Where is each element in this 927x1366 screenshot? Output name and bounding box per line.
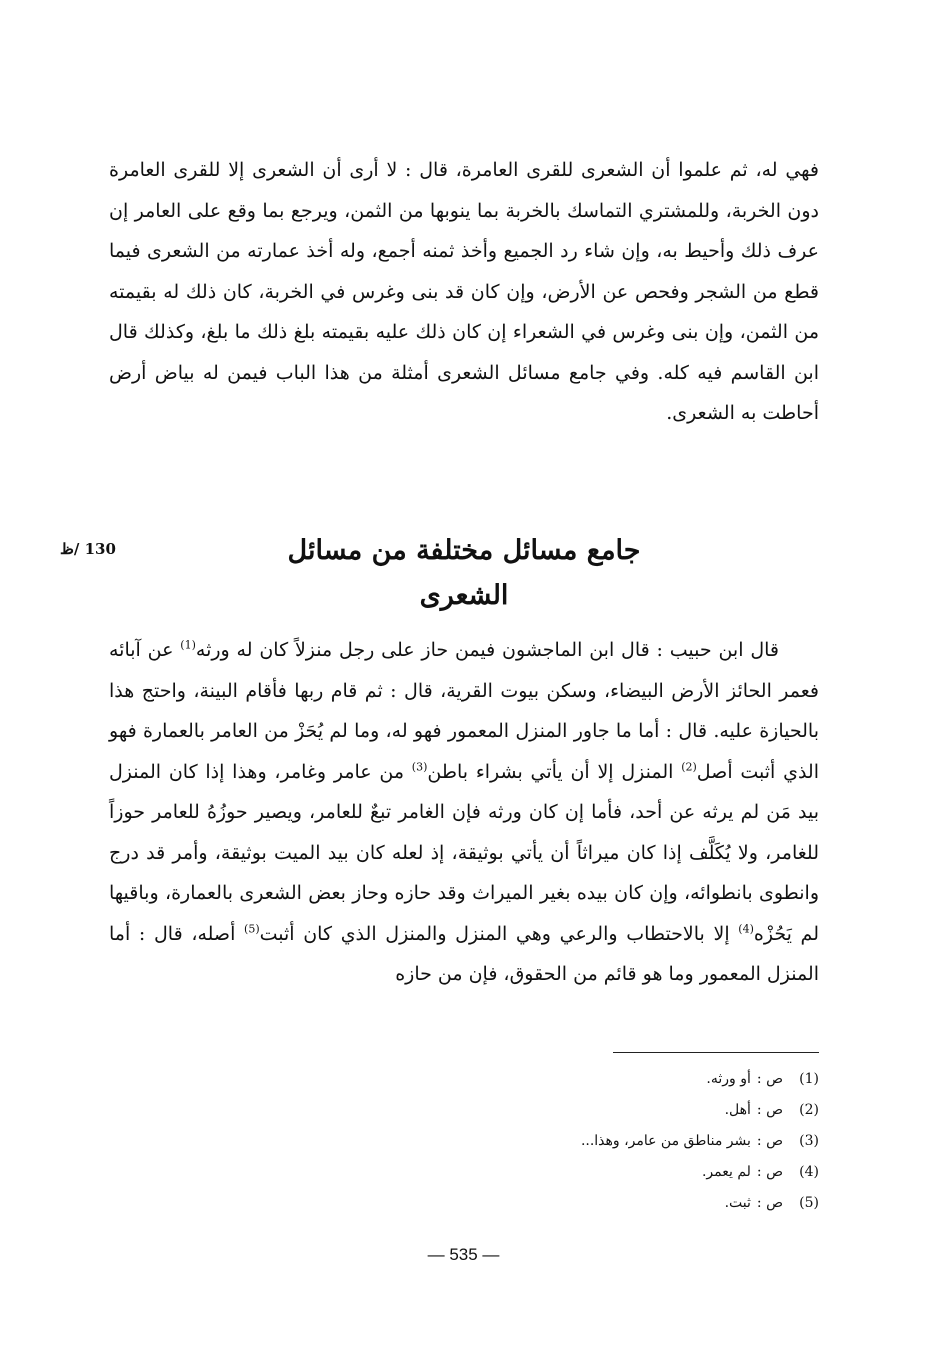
section-heading-line-1: جامع مسائل مختلفة من مسائل	[287, 535, 641, 566]
footnote-item	[319, 1188, 819, 1219]
footnote-source: ص :	[756, 1133, 783, 1149]
paragraph-text: إلا بالاحتطاب والرعي وهي المنزل والمنزل الذي كان أثبت	[259, 922, 739, 945]
paragraph-text: من عامر وغامر، وهذا إذا كان المنزل بيد مَن لم يرثه عن أحد، فأما إن كان ورثه فإن الغامر تبعٌ للعامر، ويصير حوزُهُ للعامر حوزاً للغامر، ولا يُكَلَّف إذا كان ميراثاً أن يأتي بوثيقة، إذ لعله كان بيد الميت بوثيقة، وأمر قد درج وانطوى بانطوائه، وإن كان بيده بغير الميراث وقد حازه وحاز بعض الشعرى بالعمارة، وباقيها لم يَحُزْه	[109, 760, 819, 945]
footnote-source: ص :	[756, 1164, 783, 1180]
footnote-text: أو ورثه.	[706, 1071, 751, 1087]
footnote-number: (2)	[799, 1102, 819, 1118]
footnote-separator	[613, 1052, 819, 1053]
footnote-item	[319, 1095, 819, 1126]
footnote-source: ص :	[756, 1102, 783, 1118]
footnote-text: أهل.	[724, 1102, 751, 1118]
footnote-number: (1)	[799, 1071, 819, 1087]
footnote-item	[319, 1064, 819, 1095]
paragraph-continuation: فهي له، ثم علموا أن الشعرى للقرى العامرة، قال : لا أرى أن الشعرى إلا للقرى العامرة دون الخربة، وللمشتري التماسك بالخربة بما ينوبها من الثمن، ويرجع بما وقع على العامر إن عرف ذلك وأحيط به، وإن شاء رد الجميع وأخذ ثمنه أجمع، وله أخذ عمارته من الشعرى فيما قطع من الشجر وفحص عن الأرض، وإن كان قد بنى وغرس في الخربة، كان ذلك له بقيمته من الثمن، وإن بنى وغرس في الشعراء إن كان ذلك عليه بقيمته بلغ ذلك ما بلغ، وكذلك قال ابن القاسم فيه كله. وفي جامع مسائل الشعرى أمثلة من هذا الباب فيمن له بياض أرض أحاطت به الشعرى.	[109, 159, 819, 424]
footnote-text: لم يعمر.	[701, 1164, 751, 1180]
footnote-number: (5)	[799, 1195, 819, 1211]
footnote-text: بشر مناطق من عامر، وهذا...	[580, 1133, 751, 1149]
footnote-number: (3)	[799, 1133, 819, 1149]
paragraph-text: قال ابن حبيب : قال ابن الماجشون فيمن حاز على رجل منزلاً كان له ورثه	[195, 639, 780, 661]
footnote-marker-3: (3)	[411, 760, 428, 774]
paragraph-text: عن آبائه فعمر الحائز الأرض البيضاء، وسكن بيوت القرية، قال : ثم قام ربها فأقام البينة، واحتج هذا بالحيازة عليه. قال : أما ما جاور المنزل المعمور فهو له، وما لم يُحَزْ من العامر بالعمارة فهو الذي أثبت أصل	[109, 639, 819, 783]
footnote-source: ص :	[756, 1195, 783, 1211]
section-heading-line-2: الشعرى	[419, 580, 509, 611]
footnote-marker-4: (4)	[738, 922, 754, 936]
footnote-item	[319, 1126, 819, 1157]
footnotes	[319, 1064, 819, 1219]
section-heading	[109, 528, 819, 618]
footnote-number: (4)	[799, 1164, 819, 1180]
footnote-marker-5: (5)	[244, 922, 260, 936]
footnote-text: ثبت.	[724, 1195, 751, 1211]
paragraph-ibn-habib	[109, 630, 819, 995]
page-number: — 535 —	[427, 1245, 500, 1264]
footnote-marker-1: (1)	[180, 638, 196, 652]
manuscript-folio-note: 130 /ظ	[60, 540, 116, 558]
footnote-source: ص :	[756, 1071, 783, 1087]
paragraph-text: المنزل إلا أن يأتي بشراء باطن	[427, 760, 682, 783]
footnote-item	[319, 1157, 819, 1188]
paragraph-text: أصله، قال : أما المنزل المعمور وما هو قائم من الحقوق، فإن من حازه	[109, 922, 819, 985]
footnote-marker-2: (2)	[681, 760, 697, 774]
